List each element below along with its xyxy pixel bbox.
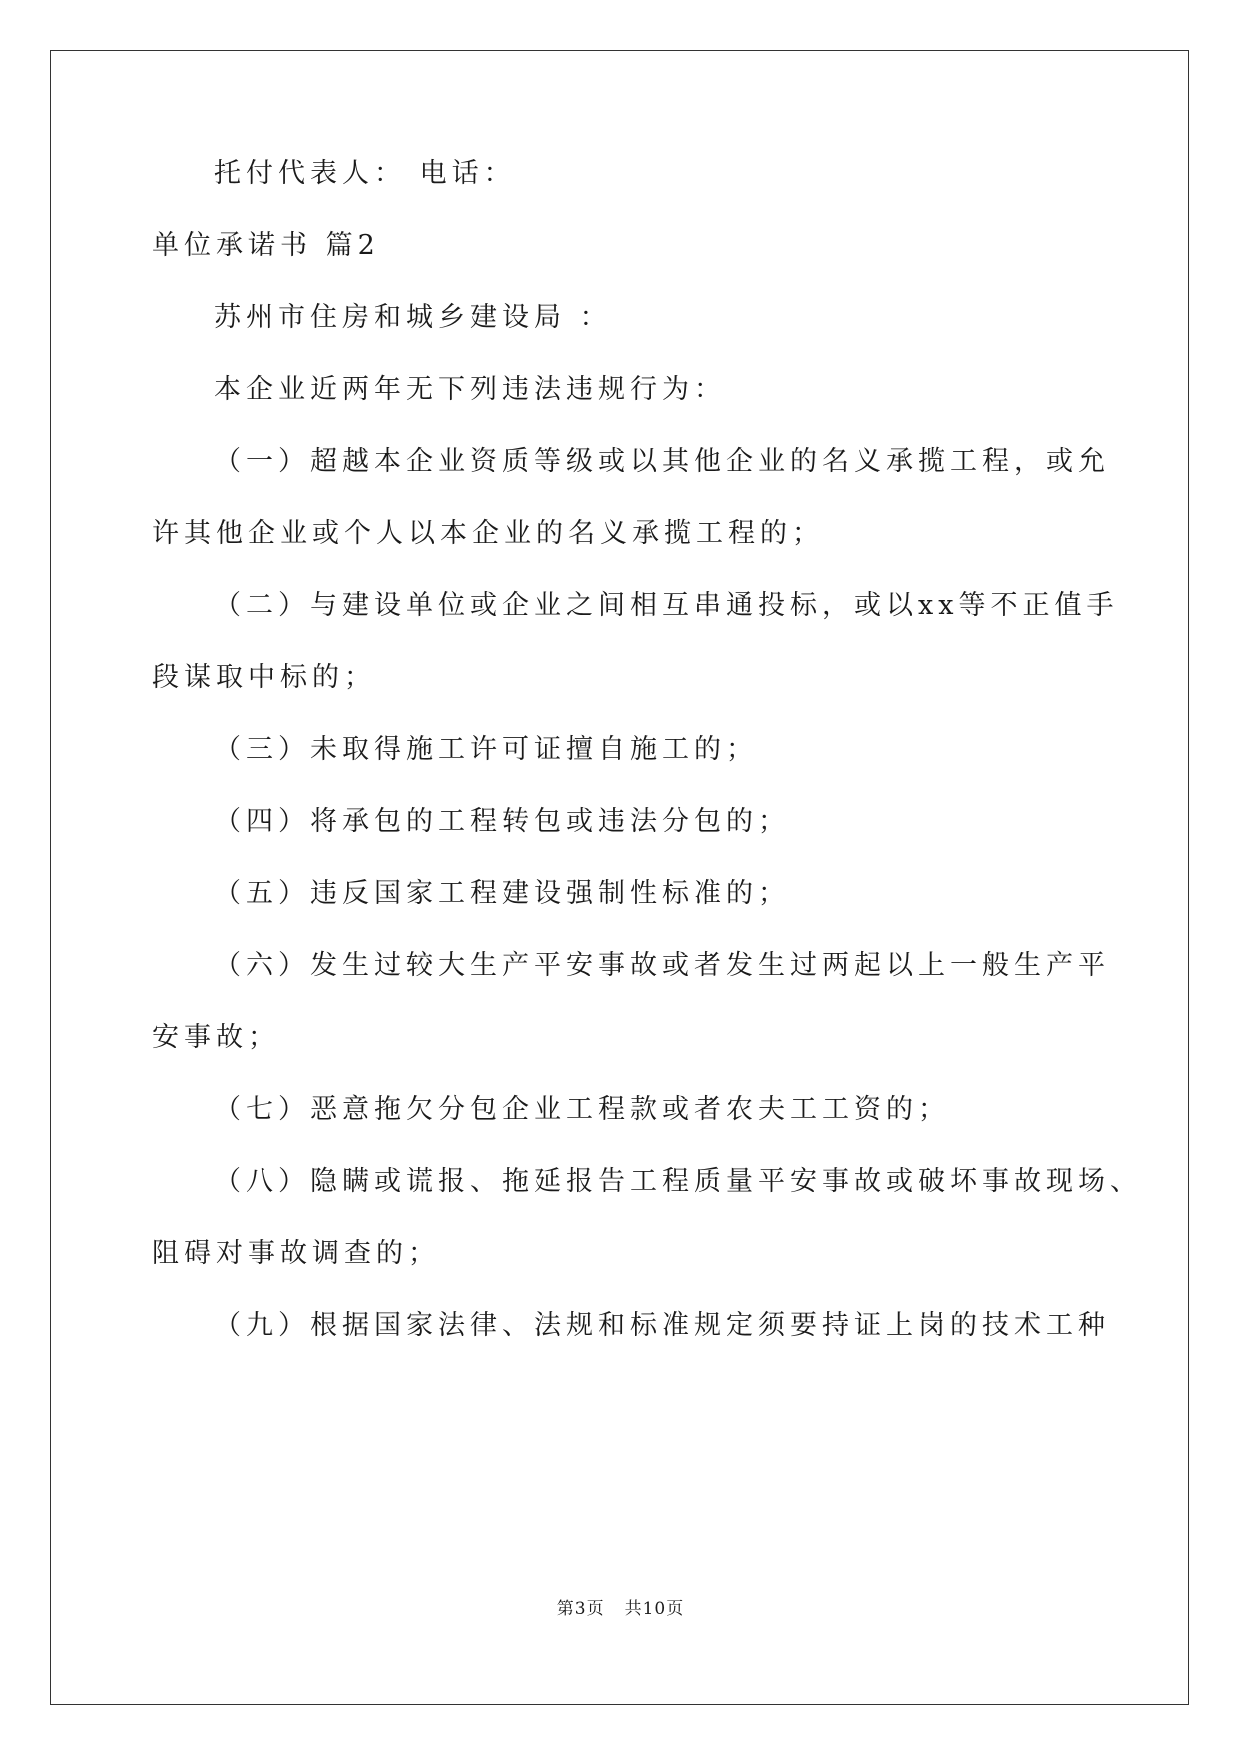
text-line-item-3: （三）未取得施工许可证擅自施工的； <box>214 734 758 765</box>
page-number-total: 共10页 <box>624 1599 685 1619</box>
section-heading: 单位承诺书 篇2 <box>152 230 380 261</box>
text-line-item-9: （九）根据国家法律、法规和标准规定须要持证上岗的技术工种 <box>214 1310 1110 1341</box>
text-line-item-6: （六）发生过较大生产平安事故或者发生过两起以上一般生产平 <box>214 950 1110 981</box>
page-number-current: 第3页 <box>556 1599 605 1619</box>
page-footer <box>0 1597 1241 1621</box>
text-line-item-7: （七）恶意拖欠分包企业工程款或者农夫工工资的； <box>214 1094 950 1125</box>
text-line-item-1-cont: 许其他企业或个人以本企业的名义承揽工程的； <box>152 518 824 549</box>
text-line-item-8: （八）隐瞒或谎报、拖延报告工程质量平安事故或破坏事故现场、 <box>214 1166 1142 1197</box>
text-line-agent-phone: 托付代表人： 电话： <box>214 158 516 189</box>
text-line-item-1: （一）超越本企业资质等级或以其他企业的名义承揽工程，或允 <box>214 446 1110 477</box>
text-line-item-6-cont: 安事故； <box>152 1022 280 1053</box>
addressee-line: 苏州市住房和城乡建设局 ： <box>214 302 612 333</box>
text-line-item-5: （五）违反国家工程建设强制性标准的； <box>214 878 790 909</box>
text-line-item-4: （四）将承包的工程转包或违法分包的； <box>214 806 790 837</box>
text-line-item-8-cont: 阻碍对事故调查的； <box>152 1238 440 1269</box>
text-line-intro: 本企业近两年无下列违法违规行为： <box>214 374 726 405</box>
text-line-item-2-cont: 段谋取中标的； <box>152 662 376 693</box>
text-line-item-2: （二）与建设单位或企业之间相互串通投标，或以xx等不正值手 <box>214 590 1119 621</box>
